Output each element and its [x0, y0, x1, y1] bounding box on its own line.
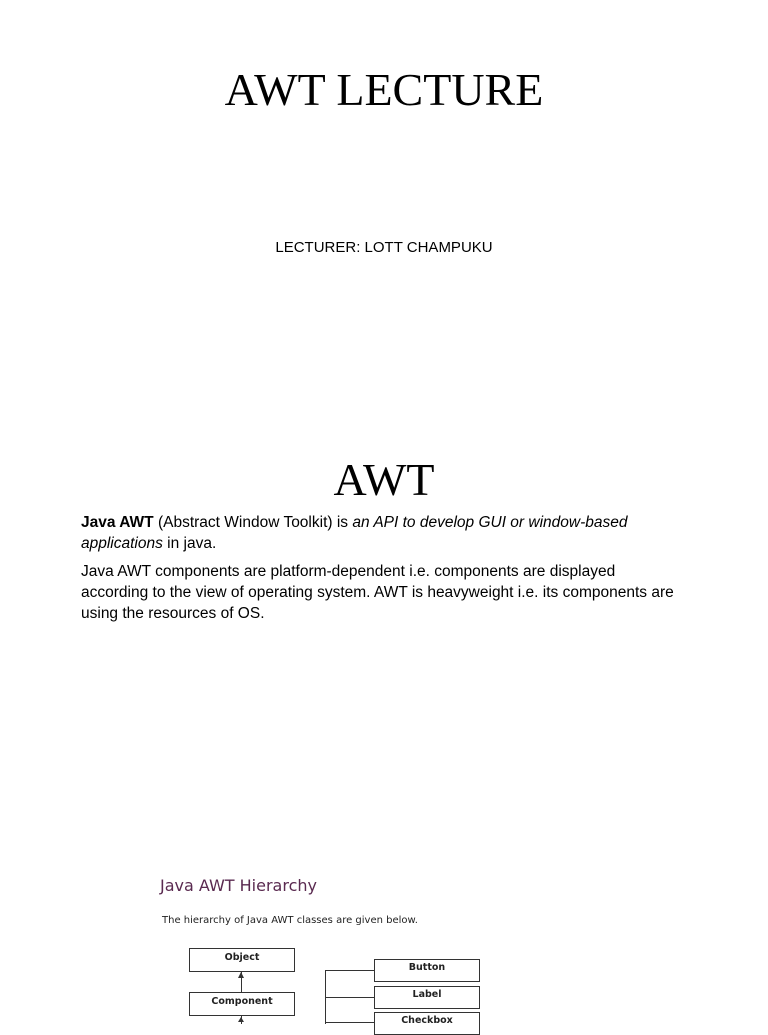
awt-para1-italic: an API to develop GUI or window-based applications: [81, 514, 628, 552]
connector-line: [325, 970, 374, 971]
object-label: Object: [224, 952, 260, 963]
awt-paragraph-2: Java AWT components are platform-dependent i.e. components are displayed according to the view of operating system. AWT is heavyweight i.e. its components are using the resources of OS.: [81, 563, 674, 622]
awt-hierarchy-slide: [0, 860, 768, 1024]
arrow-up-icon: [238, 1017, 244, 1022]
awt-paragraph-1: [81, 512, 681, 554]
connector-line: [325, 1022, 374, 1023]
java-awt-term: Java AWT: [81, 514, 154, 531]
hierarchy-subtitle: The hierarchy of Java AWT classes are given below.: [162, 915, 418, 926]
button-box: [374, 959, 480, 982]
label-box: [374, 986, 480, 1009]
button-label: Button: [408, 962, 446, 973]
label-label: Label: [412, 989, 442, 1000]
component-label: Component: [211, 996, 273, 1007]
hierarchy-title: Java AWT Hierarchy: [160, 876, 317, 895]
component-box: [189, 992, 295, 1016]
awt-heading: AWT: [333, 454, 435, 505]
lecturer-name: LECTURER: LOTT CHAMPUKU: [275, 239, 493, 256]
checkbox-label: Checkbox: [401, 1015, 453, 1026]
awt-body: [81, 512, 681, 631]
lecture-title: AWT LECTURE: [224, 64, 544, 115]
awt-para1-text1: (Abstract Window Toolkit) is: [153, 514, 353, 531]
title-slide: [0, 0, 768, 430]
awt-definition-slide: [0, 430, 768, 860]
object-box: [189, 948, 295, 972]
awt-para1-text2: in java.: [162, 535, 217, 552]
connector-line: [325, 997, 374, 998]
arrow-up-icon: [238, 972, 244, 978]
